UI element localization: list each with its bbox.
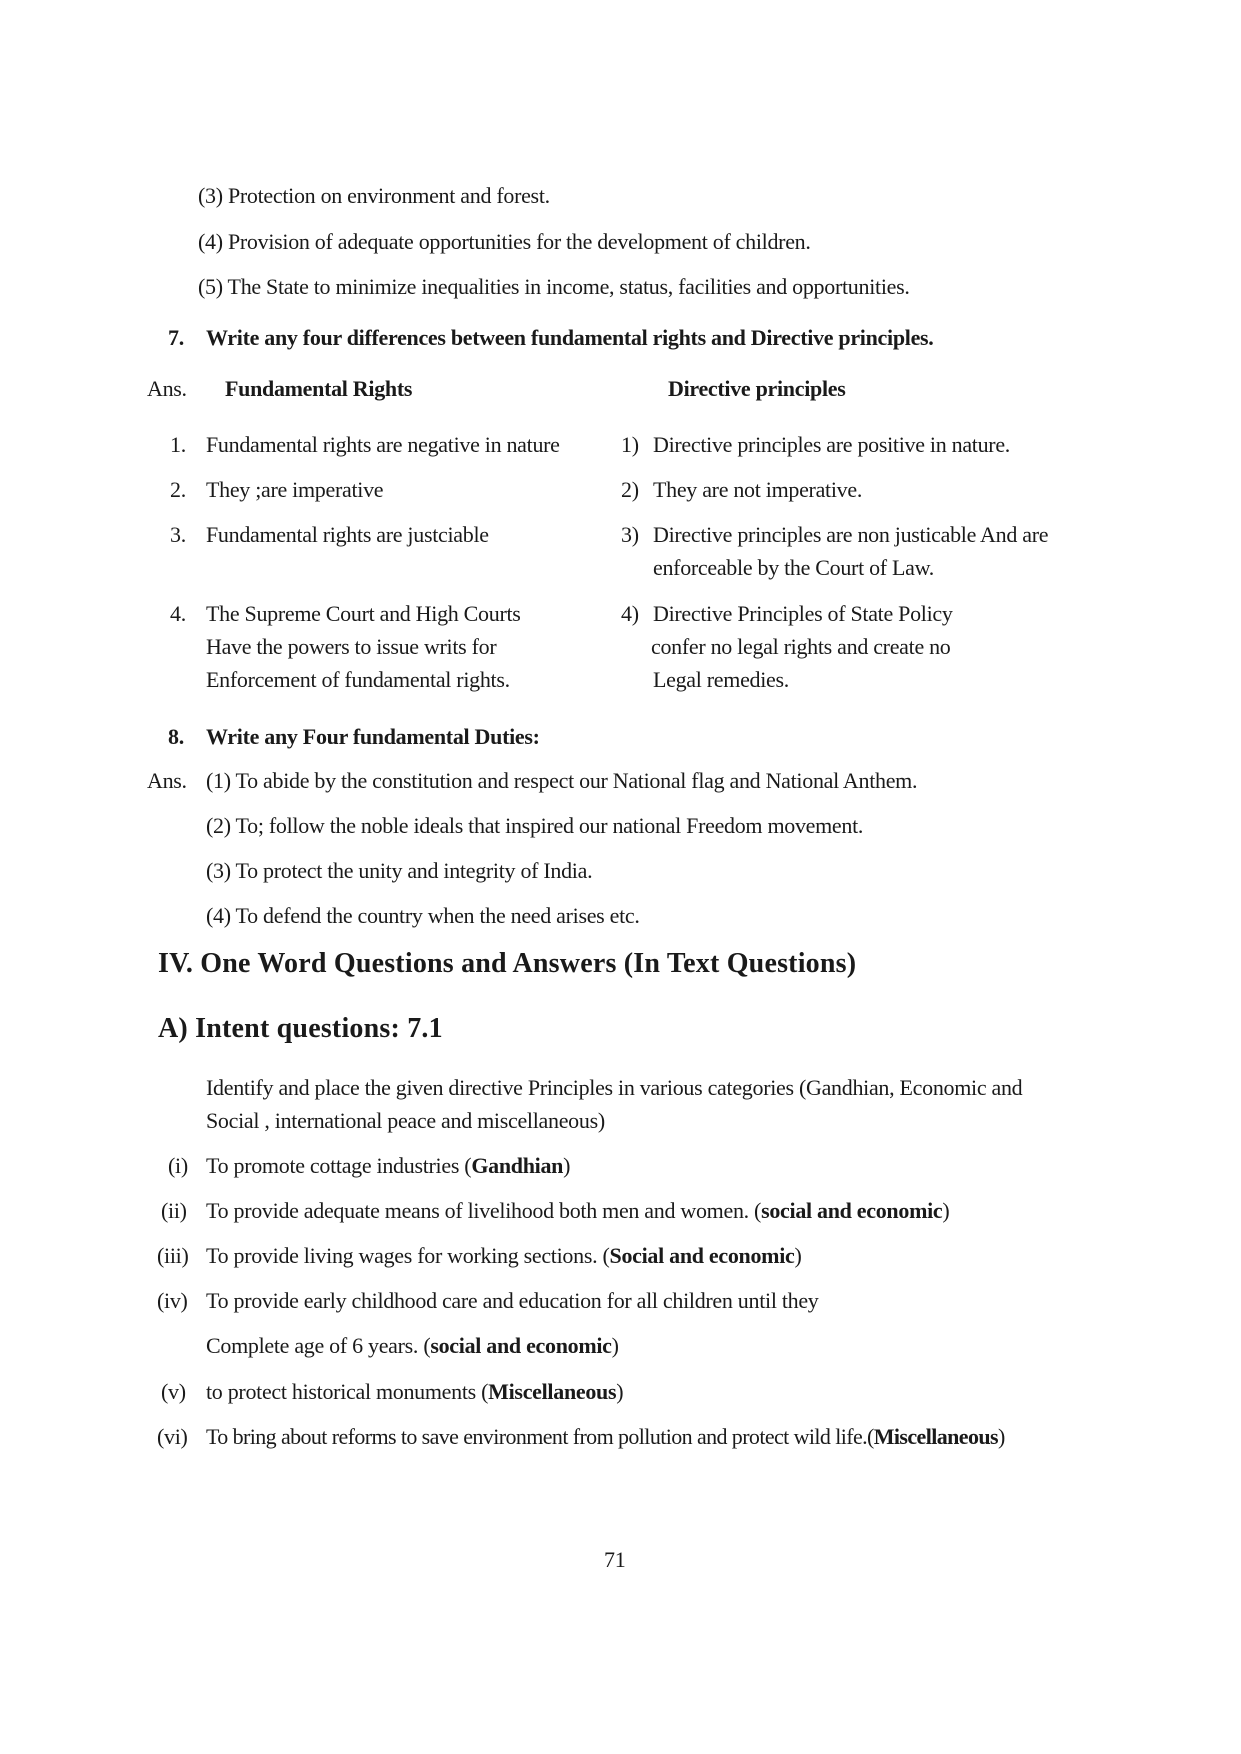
item-category: Social and economic: [609, 1243, 795, 1268]
duty-item: (4) To defend the country when the need arises etc.: [206, 903, 640, 928]
list-item-continuation: Complete age of 6 years. (social and economic): [206, 1333, 619, 1358]
item-category: social and economic: [761, 1198, 943, 1223]
section-a-heading: A) Intent questions: 7.1: [158, 1013, 443, 1044]
item-number: (ii): [161, 1198, 187, 1223]
q8-number: 8.: [168, 724, 184, 749]
row-number: 4.: [170, 601, 186, 626]
item-category: Miscellaneous: [488, 1379, 617, 1404]
row-right-number: 4): [621, 601, 639, 626]
item-number: (iii): [157, 1243, 189, 1268]
section-a-intro: Social , international peace and miscellaneous): [206, 1108, 605, 1133]
row-left-text: They ;are imperative: [206, 477, 384, 502]
row-right-number: 3): [621, 522, 639, 547]
row-left-text: Have the powers to issue writs for: [206, 634, 497, 659]
row-right-text: They are not imperative.: [653, 477, 863, 502]
row-number: 3.: [170, 522, 186, 547]
row-right-text: Directive Principles of State Policy: [653, 601, 953, 626]
list-item: To promote cottage industries (Gandhian): [206, 1153, 571, 1178]
item-category: Gandhian: [471, 1153, 564, 1178]
row-right-text: Directive principles are positive in nature.: [653, 432, 1010, 457]
duty-item: (1) To abide by the constitution and respect our National flag and National Anthem.: [206, 768, 918, 793]
item-number: (iv): [157, 1288, 188, 1313]
row-left-text: Fundamental rights are justciable: [206, 522, 489, 547]
row-right-text: Directive principles are non justicable And are: [653, 522, 1049, 547]
page-number: 71: [604, 1547, 626, 1572]
row-left-text: Enforcement of fundamental rights.: [206, 667, 510, 692]
row-left-text: Fundamental rights are negative in nature: [206, 432, 560, 457]
continuation-item: (5) The State to minimize inequalities in income, status, facilities and opportunities.: [198, 274, 910, 299]
row-right-number: 2): [621, 477, 639, 502]
row-right-text: enforceable by the Court of Law.: [653, 555, 934, 580]
item-category: social and economic: [430, 1333, 612, 1358]
q7-question: Write any four differences between fundamental rights and Directive principles.: [206, 325, 934, 350]
row-right-text: confer no legal rights and create no: [651, 634, 951, 659]
list-item: To provide adequate means of livelihood both men and women. (social and economic): [206, 1198, 950, 1223]
duty-item: (3) To protect the unity and integrity of India.: [206, 858, 593, 883]
item-number: (vi): [157, 1424, 188, 1449]
duty-item: (2) To; follow the noble ideals that inspired our national Freedom movement.: [206, 813, 864, 838]
row-number: 2.: [170, 477, 186, 502]
list-item: To provide living wages for working sections. (Social and economic): [206, 1243, 802, 1268]
item-category: Miscellaneous: [873, 1424, 998, 1449]
row-right-number: 1): [621, 432, 639, 457]
list-item: to protect historical monuments (Miscellaneous): [206, 1379, 624, 1404]
row-right-text: Legal remedies.: [653, 667, 789, 692]
q8-question: Write any Four fundamental Duties:: [206, 724, 540, 749]
item-number: (i): [168, 1153, 188, 1178]
col-right-header: Directive principles: [668, 376, 846, 401]
q7-number: 7.: [168, 325, 184, 350]
list-item: To provide early childhood care and education for all children until they: [206, 1288, 819, 1313]
list-item: To bring about reforms to save environment from pollution and protect wild life.(Miscellaneous): [206, 1424, 1005, 1449]
continuation-item: (4) Provision of adequate opportunities for the development of children.: [198, 229, 811, 254]
section-a-intro: Identify and place the given directive Principles in various categories (Gandhian, Economic and: [206, 1075, 1023, 1100]
row-left-text: The Supreme Court and High Courts: [206, 601, 521, 626]
q7-ans-label: Ans.: [147, 376, 187, 401]
q8-ans-label: Ans.: [147, 768, 187, 793]
row-number: 1.: [170, 432, 186, 457]
col-left-header: Fundamental Rights: [225, 376, 413, 401]
item-number: (v): [161, 1379, 186, 1404]
continuation-item: (3) Protection on environment and forest.: [198, 183, 550, 208]
section-iv-heading: IV. One Word Questions and Answers (In Text Questions): [158, 948, 857, 979]
